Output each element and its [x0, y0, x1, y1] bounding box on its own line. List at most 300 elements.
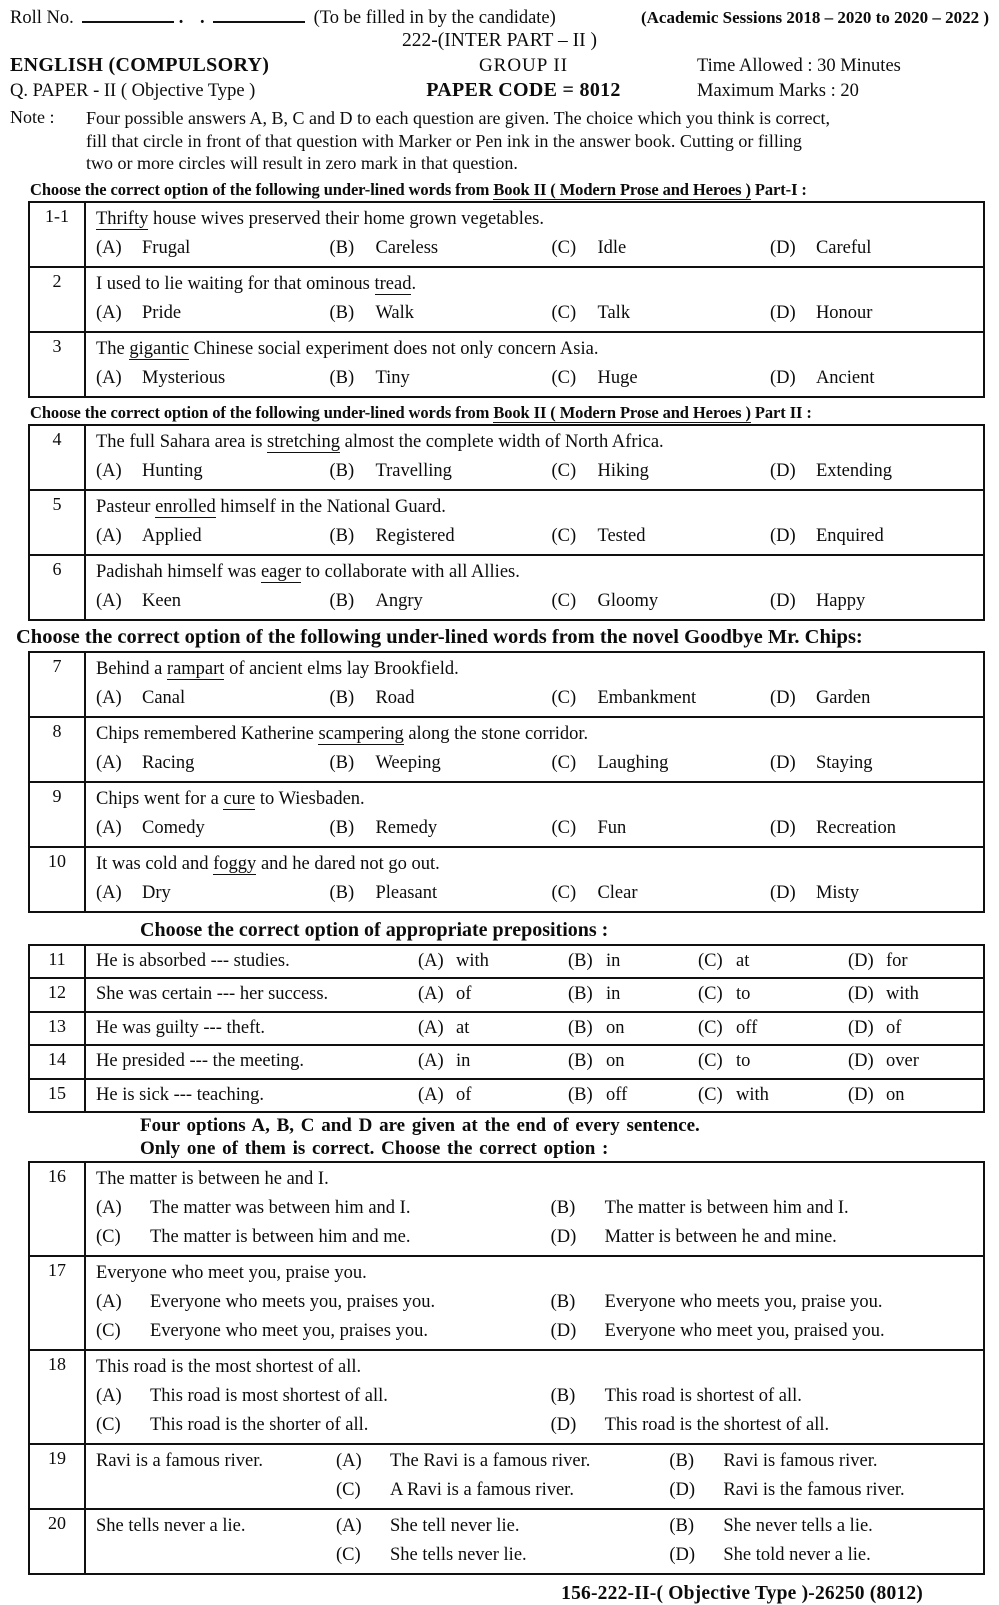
- academic-sessions: (Academic Sessions 2018 – 2020 to 2020 – 2022 ): [640, 8, 989, 27]
- option-text: Comedy: [142, 817, 205, 838]
- option-letter: (D): [848, 950, 874, 971]
- option-c: [336, 1541, 669, 1570]
- option-a: [96, 879, 329, 908]
- option-letter: (D): [550, 1227, 577, 1247]
- option-text: She told never a lie.: [723, 1545, 871, 1565]
- question-body: [86, 1163, 983, 1255]
- option-d: [669, 1476, 977, 1505]
- question-stem: She was certain --- her success.: [96, 984, 329, 1004]
- option-text: Gloomy: [597, 590, 659, 611]
- option-text: Matter is between he and mine.: [604, 1227, 837, 1247]
- option-text: Everyone who meets you, praises you.: [150, 1292, 436, 1312]
- option-letter: (A): [418, 1017, 444, 1038]
- option-letter: (B): [329, 525, 355, 546]
- option-d: [770, 522, 977, 551]
- question-row-16: [30, 1163, 983, 1255]
- option-text: Canal: [142, 687, 186, 708]
- option-text: of: [886, 1017, 902, 1038]
- option-d: [551, 1223, 977, 1252]
- option-letter: (C): [698, 1051, 723, 1071]
- option-letter: (A): [418, 1051, 444, 1071]
- option-letter: (D): [669, 1480, 695, 1500]
- option-letter: (B): [329, 817, 355, 838]
- option-b: [329, 364, 551, 393]
- roll-no-row: [10, 7, 989, 29]
- option-c: [336, 1476, 669, 1505]
- underlined-word: foggy: [213, 853, 257, 874]
- underlined-word: Thrifty: [96, 208, 149, 229]
- question-line: [96, 981, 977, 1008]
- option-letter: (C): [698, 950, 723, 971]
- option-letter: (B): [669, 1516, 694, 1536]
- option-text: of: [456, 1084, 472, 1105]
- section-heading: [30, 403, 989, 423]
- option-a: [96, 814, 329, 843]
- option-letter: (D): [669, 1545, 695, 1565]
- option-text: This road is the shortest of all.: [604, 1415, 830, 1435]
- question-stem: [96, 850, 977, 879]
- option-b: [329, 522, 551, 551]
- option-text: off: [606, 1084, 628, 1105]
- option-c: [551, 457, 769, 486]
- option-text: Keen: [142, 590, 182, 611]
- option-text: over: [886, 1051, 919, 1071]
- option-letter: (D): [769, 882, 796, 903]
- stem-pre: I used to lie waiting for that ominous: [96, 273, 375, 294]
- question-stem: She tells never a lie.: [96, 1516, 246, 1536]
- option-a: [96, 1288, 551, 1317]
- option-b: [551, 1194, 977, 1223]
- option-c: [551, 684, 769, 713]
- option-a: [336, 1512, 669, 1541]
- option-text: Weeping: [375, 752, 441, 773]
- question-body: [86, 1445, 983, 1508]
- option-text: Frugal: [142, 237, 191, 258]
- option-text: in: [606, 950, 621, 971]
- option-text: of: [456, 984, 472, 1004]
- question-body: [86, 946, 983, 978]
- question-row-9: [30, 781, 983, 846]
- option-text: Ravi is the famous river.: [723, 1480, 905, 1500]
- question-stem: He presided --- the meeting.: [96, 1051, 305, 1071]
- roll-no-blank-2: [213, 7, 305, 23]
- question-row-13: [30, 1011, 983, 1045]
- option-letter: (D): [769, 817, 796, 838]
- stem-pre: Padishah himself was: [96, 561, 261, 582]
- option-text: Garden: [815, 687, 871, 708]
- option-d: [848, 1082, 977, 1109]
- option-letter: (C): [551, 367, 577, 388]
- option-letter: (D): [550, 1415, 577, 1435]
- paper-type: Q. PAPER - II ( Objective Type ): [10, 81, 256, 101]
- stem-post: house wives preserved their home grown vegetables.: [148, 208, 544, 229]
- option-c: [96, 1223, 551, 1252]
- option-text: at: [736, 950, 750, 971]
- question-number: 9: [30, 783, 86, 846]
- options-row: [96, 457, 977, 486]
- options-grid: [336, 1447, 977, 1505]
- option-letter: (C): [551, 882, 577, 903]
- question-number: 8: [30, 718, 86, 781]
- option-text: Racing: [142, 752, 195, 773]
- underlined-word: tread: [374, 273, 412, 294]
- underlined-word: enrolled: [155, 496, 216, 517]
- option-letter: (B): [568, 1051, 593, 1071]
- option-letter: (C): [551, 817, 577, 838]
- option-text: This road is shortest of all.: [604, 1386, 802, 1406]
- question-number: 15: [30, 1080, 86, 1112]
- option-text: Registered: [375, 525, 455, 546]
- options-row: [96, 364, 977, 393]
- question-body: [86, 979, 983, 1011]
- question-line: [96, 1512, 977, 1570]
- option-letter: (A): [418, 950, 444, 971]
- question-number: 20: [30, 1510, 86, 1573]
- subject-title: ENGLISH (COMPULSORY): [10, 54, 270, 76]
- option-a: [96, 684, 329, 713]
- question-stem: [96, 428, 977, 457]
- question-number: 18: [30, 1351, 86, 1443]
- option-d: [551, 1411, 977, 1440]
- option-text: with: [456, 950, 489, 971]
- question-table: [28, 1161, 985, 1575]
- note-text: [86, 107, 989, 175]
- option-b: [329, 879, 551, 908]
- option-b: [551, 1288, 977, 1317]
- option-a: [418, 1015, 568, 1042]
- option-letter: (A): [336, 1451, 362, 1471]
- option-text: in: [456, 1051, 471, 1071]
- heading-underlined-text: Book II ( Modern Prose and Heroes ): [493, 402, 751, 422]
- option-text: for: [886, 950, 908, 971]
- option-letter: (C): [96, 1415, 121, 1435]
- question-row-18: [30, 1349, 983, 1443]
- option-c: [551, 234, 769, 263]
- option-letter: (A): [96, 1198, 122, 1218]
- option-letter: (B): [568, 984, 593, 1004]
- note-line: Four possible answers A, B, C and D to each question are given. The choice which you think is correct,: [86, 108, 831, 128]
- question-row-8: [30, 716, 983, 781]
- question-body: [86, 268, 983, 331]
- option-text: Clear: [597, 882, 638, 903]
- option-letter: (C): [551, 687, 577, 708]
- option-d: [770, 879, 977, 908]
- question-number: 10: [30, 848, 86, 911]
- option-a: [96, 364, 329, 393]
- option-c: [551, 522, 769, 551]
- question-number: 1-1: [30, 203, 86, 266]
- question-row-6: [30, 554, 983, 619]
- option-letter: (B): [550, 1292, 576, 1312]
- section-heading: [30, 180, 989, 200]
- option-b: [568, 1048, 698, 1075]
- section-heading: Choose the correct option of the following under-lined words from the novel Goodbye Mr. Chips:: [16, 625, 863, 648]
- question-stem: He was guilty --- theft.: [96, 1017, 266, 1038]
- underlined-word: gigantic: [129, 338, 189, 359]
- question-body: [86, 203, 983, 266]
- option-letter: (A): [96, 460, 122, 481]
- option-letter: (A): [96, 525, 122, 546]
- stem-post: along the stone corridor.: [403, 723, 589, 744]
- option-letter: (B): [568, 1084, 593, 1105]
- question-row-3: [30, 331, 983, 396]
- option-letter: (C): [551, 752, 577, 773]
- option-text: The matter is between him and I.: [604, 1198, 849, 1218]
- question-body: [86, 556, 983, 619]
- heading-text: Choose the correct option of the following under-lined words from: [30, 402, 494, 422]
- option-text: Enquired: [815, 525, 884, 546]
- option-text: Happy: [815, 590, 866, 611]
- stem-pre: The: [96, 338, 130, 359]
- question-number: 13: [30, 1013, 86, 1045]
- question-number: 3: [30, 333, 86, 396]
- option-letter: (A): [96, 1386, 122, 1406]
- roll-no-blank-1: [82, 7, 174, 23]
- option-d: [848, 948, 977, 975]
- heading-text: Choose the correct option of the following under-lined words from: [30, 179, 494, 199]
- question-body: [86, 1351, 983, 1443]
- option-b: [329, 587, 551, 616]
- option-letter: (B): [329, 302, 355, 323]
- option-c: [551, 749, 769, 778]
- option-letter: (B): [568, 1017, 593, 1038]
- option-text: Laughing: [597, 752, 669, 773]
- option-text: Pride: [142, 302, 182, 323]
- question-number: 11: [30, 946, 86, 978]
- option-text: Recreation: [815, 817, 897, 838]
- option-text: Remedy: [375, 817, 438, 838]
- option-d: [770, 684, 977, 713]
- heading-text: Part-I :: [750, 179, 807, 199]
- option-letter: (B): [329, 367, 355, 388]
- option-text: The Ravi is a famous river.: [390, 1451, 591, 1471]
- question-body: [86, 783, 983, 846]
- option-text: Hunting: [142, 460, 203, 481]
- option-text: in: [606, 984, 621, 1004]
- question-stem: The matter is between he and I.: [96, 1169, 329, 1189]
- option-text: Walk: [375, 302, 415, 323]
- underlined-word: rampart: [166, 658, 225, 679]
- option-letter: (C): [96, 1227, 121, 1247]
- option-d: [770, 749, 977, 778]
- note-line: fill that circle in front of that question with Marker or Pen ink in the answer book. Cutting or filling: [86, 130, 802, 151]
- option-text: Staying: [815, 752, 873, 773]
- question-stem: This road is the most shortest of all.: [96, 1357, 362, 1377]
- option-text: Pleasant: [375, 882, 438, 903]
- option-text: Tiny: [375, 367, 410, 388]
- roll-no-label: Roll No.: [10, 8, 74, 28]
- option-c: [698, 1048, 848, 1075]
- options-row: [96, 587, 977, 616]
- option-b: [551, 1382, 977, 1411]
- option-letter: (B): [329, 237, 355, 258]
- option-text: with: [736, 1084, 769, 1105]
- option-text: Road: [375, 687, 415, 708]
- question-stem: [96, 493, 977, 522]
- question-stem: [96, 720, 977, 749]
- options-row: [336, 1476, 977, 1505]
- option-a: [96, 299, 329, 328]
- option-a: [418, 1082, 568, 1109]
- option-a: [96, 234, 329, 263]
- option-text: Extending: [815, 460, 892, 481]
- option-text: at: [456, 1017, 470, 1038]
- question-stem: He is sick --- teaching.: [96, 1084, 264, 1105]
- option-a: [96, 749, 329, 778]
- question-row-20: [30, 1508, 983, 1573]
- option-letter: (C): [551, 525, 577, 546]
- option-text: A Ravi is a famous river.: [390, 1480, 574, 1500]
- option-letter: (C): [698, 1017, 723, 1038]
- option-text: with: [886, 984, 919, 1004]
- option-a: [96, 1382, 551, 1411]
- option-c: [551, 814, 769, 843]
- question-row-4: [30, 426, 983, 489]
- option-text: Ancient: [815, 367, 875, 388]
- options-row: [96, 234, 977, 263]
- option-a: [96, 1194, 551, 1223]
- option-letter: (C): [551, 460, 577, 481]
- option-c: [698, 948, 848, 975]
- question-stem: [96, 655, 977, 684]
- options-row: [96, 1317, 977, 1346]
- option-text: Hiking: [597, 460, 649, 481]
- stem-pre: Behind a: [96, 658, 167, 679]
- option-text: She never tells a lie.: [723, 1516, 873, 1536]
- option-letter: (D): [550, 1321, 577, 1341]
- instruction-line: Only one of them is correct. Choose the correct option :: [140, 1138, 609, 1159]
- option-a: [418, 1048, 568, 1075]
- option-text: off: [736, 1017, 758, 1038]
- question-body: [86, 1510, 983, 1573]
- option-letter: (A): [96, 237, 122, 258]
- footer-paper-code: 156-222-II-( Objective Type )-26250 (8012): [561, 1583, 923, 1604]
- underlined-word: cure: [223, 788, 256, 809]
- options-row: [96, 1223, 977, 1252]
- max-marks: Maximum Marks : 20: [697, 81, 859, 101]
- option-letter: (D): [848, 984, 874, 1004]
- stem-post: of ancient elms lay Brookfield.: [224, 658, 459, 679]
- note-block: [10, 107, 989, 175]
- option-text: Huge: [597, 367, 638, 388]
- option-letter: (B): [568, 950, 593, 971]
- stem-pre: The full Sahara area is: [96, 431, 268, 452]
- question-number: 4: [30, 426, 86, 489]
- heading-underlined-text: Book II ( Modern Prose and Heroes ): [493, 179, 751, 199]
- option-letter: (D): [848, 1084, 874, 1105]
- question-row-2: [30, 266, 983, 331]
- option-a: [418, 948, 568, 975]
- question-number: 17: [30, 1257, 86, 1349]
- question-number: 19: [30, 1445, 86, 1508]
- option-d: [770, 364, 977, 393]
- question-number: 5: [30, 491, 86, 554]
- option-text: Embankment: [597, 687, 697, 708]
- option-text: Careful: [815, 237, 872, 258]
- stem-post: to collaborate with all Allies.: [300, 561, 520, 582]
- option-d: [848, 1015, 977, 1042]
- time-allowed: Time Allowed : 30 Minutes: [697, 56, 901, 76]
- instruction-line: Four options A, B, C and D are given at the end of every sentence.: [140, 1115, 700, 1136]
- stem-pre: Chips went for a: [96, 788, 224, 809]
- question-number: 6: [30, 556, 86, 619]
- option-c: [551, 587, 769, 616]
- option-letter: (D): [769, 752, 796, 773]
- question-stem: [96, 335, 977, 364]
- question-table: [28, 944, 985, 1114]
- stem-pre: Chips remembered Katherine: [96, 723, 319, 744]
- option-letter: (C): [698, 984, 723, 1004]
- option-text: Idle: [597, 237, 627, 258]
- option-text: Talk: [597, 302, 631, 323]
- option-text: on: [606, 1051, 625, 1071]
- question-body: [86, 491, 983, 554]
- question-number: 12: [30, 979, 86, 1011]
- option-letter: (A): [418, 1084, 444, 1105]
- option-letter: (C): [336, 1480, 361, 1500]
- option-b: [568, 981, 698, 1008]
- option-letter: (D): [769, 302, 796, 323]
- option-text: Careless: [375, 237, 439, 258]
- question-stem: [96, 205, 977, 234]
- paper-header: [10, 7, 989, 175]
- option-d: [770, 457, 977, 486]
- heading-text: Part II :: [750, 402, 812, 422]
- option-text: on: [886, 1084, 905, 1105]
- option-c: [698, 1082, 848, 1109]
- question-row-10: [30, 846, 983, 911]
- option-text: Everyone who meet you, praises you.: [150, 1321, 428, 1341]
- option-text: to: [736, 984, 751, 1004]
- stem-post: almost the complete width of North Africa.: [340, 431, 664, 452]
- options-row: [96, 749, 977, 778]
- option-letter: (B): [550, 1198, 576, 1218]
- option-letter: (D): [848, 1017, 874, 1038]
- note-label: Note :: [10, 107, 55, 127]
- option-letter: (B): [329, 752, 355, 773]
- question-body: [86, 1046, 983, 1078]
- underlined-word: scampering: [318, 723, 404, 744]
- question-row-14: [30, 1044, 983, 1078]
- group-label: GROUP II: [478, 55, 569, 76]
- question-line: [96, 948, 977, 975]
- options-row: [96, 1411, 977, 1440]
- question-stem: He is absorbed --- studies.: [96, 950, 290, 971]
- option-b: [329, 457, 551, 486]
- question-line: [96, 1048, 977, 1075]
- question-row-5: [30, 489, 983, 554]
- option-d: [770, 234, 977, 263]
- option-text: Angry: [375, 590, 423, 611]
- option-letter: (C): [336, 1545, 361, 1565]
- option-text: Honour: [815, 302, 873, 323]
- options-row: [96, 1382, 977, 1411]
- option-letter: (A): [96, 1292, 122, 1312]
- paper-type-row: [10, 79, 989, 102]
- question-number: 14: [30, 1046, 86, 1078]
- question-body: [86, 333, 983, 396]
- option-letter: (A): [96, 817, 122, 838]
- option-b: [329, 749, 551, 778]
- option-text: Everyone who meets you, praise you.: [604, 1292, 883, 1312]
- option-c: [698, 981, 848, 1008]
- option-text: Ravi is famous river.: [723, 1451, 878, 1471]
- option-a: [418, 981, 568, 1008]
- stem-post: and he dared not go out.: [256, 853, 440, 874]
- option-letter: (A): [96, 752, 122, 773]
- option-letter: (D): [769, 590, 796, 611]
- option-b: [669, 1447, 977, 1476]
